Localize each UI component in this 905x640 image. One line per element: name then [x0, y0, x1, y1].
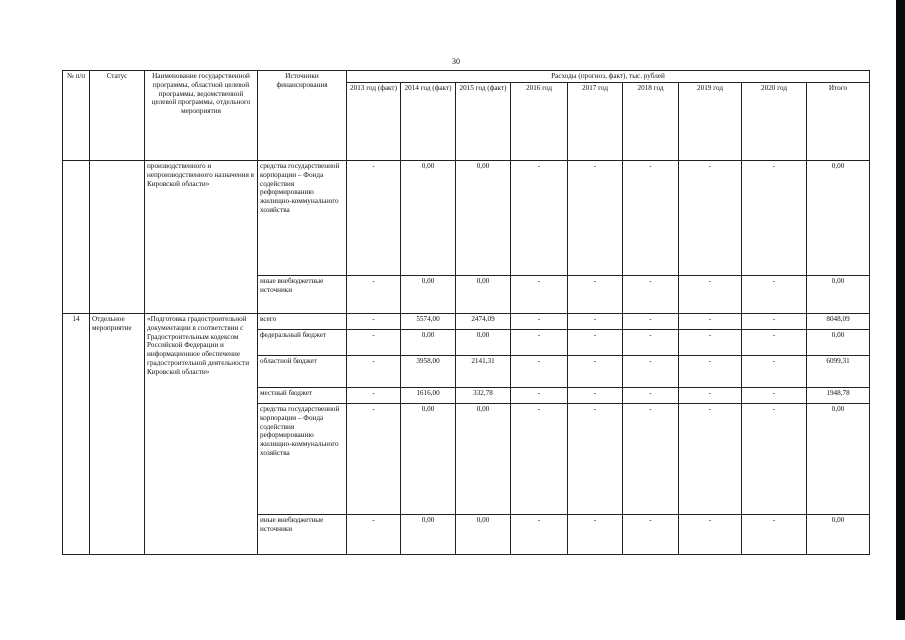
header-year: 2018 год	[623, 83, 679, 161]
header-year: 2019 год	[679, 83, 742, 161]
cell-total: 0,00	[807, 515, 870, 555]
cell-value: 0,00	[401, 404, 456, 515]
cell-value: -	[347, 161, 401, 276]
cell-value: 0,00	[456, 276, 511, 314]
cell-value: -	[511, 388, 568, 404]
cell-source: всего	[258, 314, 347, 330]
cell-no	[63, 161, 90, 314]
cell-value: 0,00	[456, 515, 511, 555]
cell-name: «Подготовка градостроительной документации в соответствии с Градостроительным кодексом Российской Федерации и информационное обеспечение градостроительной деятельности Кировской области»	[145, 314, 258, 555]
cell-total: 0,00	[807, 330, 870, 356]
cell-total: 0,00	[807, 404, 870, 515]
cell-source: иные внебюджетные источники	[258, 515, 347, 555]
cell-total: 0,00	[807, 161, 870, 276]
cell-source: федеральный бюджет	[258, 330, 347, 356]
cell-value: -	[623, 356, 679, 388]
cell-value: 332,78	[456, 388, 511, 404]
header-source: Источники финансирования	[258, 71, 347, 161]
cell-value: 3958,00	[401, 356, 456, 388]
cell-value: 2474,09	[456, 314, 511, 330]
cell-value: -	[679, 356, 742, 388]
cell-value: -	[679, 314, 742, 330]
cell-value: -	[347, 515, 401, 555]
cell-source: областной бюджет	[258, 356, 347, 388]
cell-value: -	[679, 388, 742, 404]
cell-value: 0,00	[401, 515, 456, 555]
cell-value: 0,00	[401, 161, 456, 276]
cell-total: 8048,09	[807, 314, 870, 330]
cell-value: -	[568, 314, 623, 330]
cell-value: -	[347, 388, 401, 404]
cell-total: 0,00	[807, 276, 870, 314]
header-year: 2014 год (факт)	[401, 83, 456, 161]
cell-value: -	[511, 356, 568, 388]
cell-source: средства государственной корпорации – Фонда содействия реформированию жилищно-коммунального хозяйства	[258, 404, 347, 515]
table-row	[63, 161, 870, 276]
cell-value: -	[679, 404, 742, 515]
cell-value: -	[568, 404, 623, 515]
cell-value: -	[347, 276, 401, 314]
cell-value: -	[568, 515, 623, 555]
cell-value: -	[511, 404, 568, 515]
cell-value: -	[511, 161, 568, 276]
header-total: Итого	[807, 83, 870, 161]
cell-value: -	[511, 314, 568, 330]
header-name: Наименование государственной программы, областной целевой программы, ведомственной целевой программы, отдельного мероприятия	[145, 71, 258, 161]
cell-value: -	[568, 330, 623, 356]
header-expenses: Расходы (прогноз, факт), тыс. рублей	[347, 71, 870, 83]
cell-source: местный бюджет	[258, 388, 347, 404]
cell-status	[90, 161, 145, 314]
cell-value: -	[742, 388, 807, 404]
cell-value: -	[623, 388, 679, 404]
table-row	[63, 314, 870, 330]
cell-value: -	[679, 276, 742, 314]
header-year: 2013 год (факт)	[347, 83, 401, 161]
cell-value: -	[623, 330, 679, 356]
cell-source: средства государственной корпорации – Фонда содействия реформированию жилищно-коммунального хозяйства	[258, 161, 347, 276]
cell-value: -	[679, 330, 742, 356]
cell-value: -	[568, 161, 623, 276]
cell-value: -	[511, 276, 568, 314]
header-year: 2016 год	[511, 83, 568, 161]
cell-value: -	[623, 161, 679, 276]
cell-value: -	[347, 404, 401, 515]
header-status: Статус	[90, 71, 145, 161]
cell-value: 5574,00	[401, 314, 456, 330]
cell-source: иные внебюджетные источники	[258, 276, 347, 314]
header-year: 2017 год	[568, 83, 623, 161]
cell-value: -	[623, 314, 679, 330]
cell-total: 6099,31	[807, 356, 870, 388]
expenses-table	[62, 70, 870, 555]
header-no: № п/п	[63, 71, 90, 161]
cell-value: 0,00	[401, 330, 456, 356]
cell-value: -	[347, 330, 401, 356]
header-year: 2020 год	[742, 83, 807, 161]
cell-value: -	[742, 161, 807, 276]
cell-value: -	[742, 404, 807, 515]
scan-edge-bar	[896, 0, 905, 620]
cell-value: -	[623, 404, 679, 515]
cell-no: 14	[63, 314, 90, 555]
cell-value: -	[679, 161, 742, 276]
cell-value: -	[742, 314, 807, 330]
cell-value: -	[568, 388, 623, 404]
header-year: 2015 год (факт)	[456, 83, 511, 161]
cell-value: 0,00	[456, 161, 511, 276]
cell-value: -	[511, 515, 568, 555]
cell-value: -	[742, 515, 807, 555]
cell-value: -	[742, 330, 807, 356]
cell-value: -	[568, 276, 623, 314]
cell-value: 2141,31	[456, 356, 511, 388]
cell-value: -	[347, 314, 401, 330]
cell-value: -	[742, 356, 807, 388]
cell-value: 0,00	[456, 404, 511, 515]
cell-value: -	[623, 515, 679, 555]
cell-status: Отдельное мероприятие	[90, 314, 145, 555]
cell-value: -	[623, 276, 679, 314]
cell-value: -	[679, 515, 742, 555]
cell-value: -	[568, 356, 623, 388]
header-row-1	[63, 71, 870, 83]
cell-value: 0,00	[401, 276, 456, 314]
cell-value: 0,00	[456, 330, 511, 356]
cell-value: -	[511, 330, 568, 356]
cell-name: производственного и непроизводственного назначения в Кировской области»	[145, 161, 258, 314]
cell-total: 1948,78	[807, 388, 870, 404]
cell-value: -	[347, 356, 401, 388]
cell-value: -	[742, 276, 807, 314]
cell-value: 1616,00	[401, 388, 456, 404]
page-number: 30	[452, 57, 460, 66]
